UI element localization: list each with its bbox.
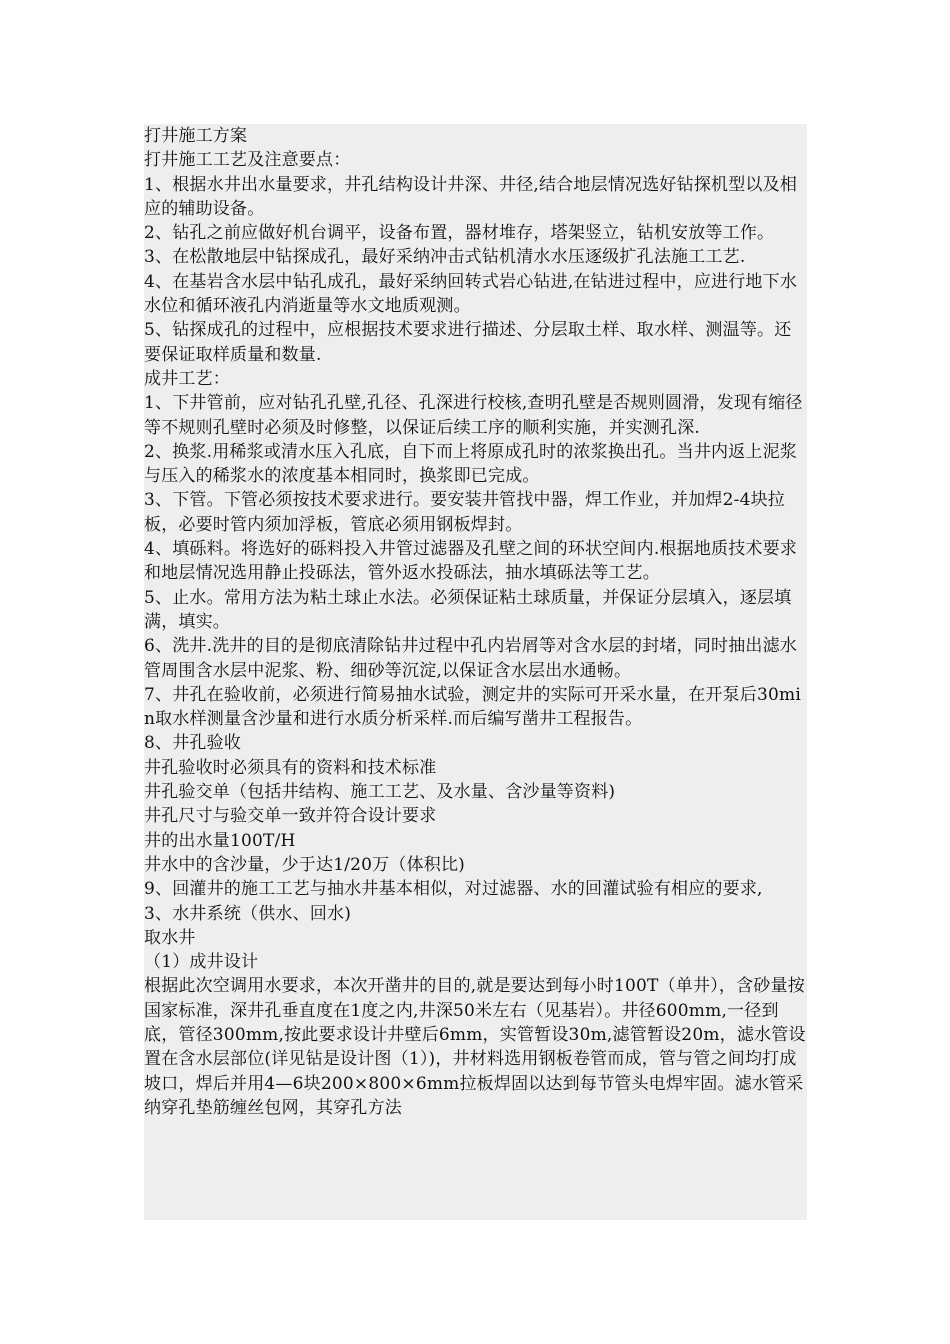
paragraph: 井孔尺寸与验交单一致并符合设计要求 [144,806,437,827]
paragraph: 9、回灌井的施工工艺与抽水井基本相似，对过滤器、水的回灌试验有相应的要求, [144,879,763,900]
paragraph: 井水中的含沙量，少于达1/20万（体积比) [144,854,466,875]
paragraph: 5、止水。常用方法为粘土球止水法。必须保证粘土球质量，并保证分层填入，逐层填满，填实。 [144,587,792,632]
paragraph: 井孔验交单（包括井结构、施工工艺、及水量、含沙量等资料) [144,782,616,803]
paragraph: 2、换浆.用稀浆或清水压入孔底，自下而上将原成孔时的浓浆换出孔。当井内返上泥浆与压入的稀浆水的浓度基本相同时，换浆即已完成。 [144,441,798,487]
paragraph: 6、洗井.洗井的目的是彻底清除钻井过程中孔内岩屑等对含水层的封堵，同时抽出滤水管周围含水层中泥浆、粉、细砂等沉淀,以保证含水层出水通畅。 [144,636,798,681]
section-heading: 打井施工工艺及注意要点： [144,150,351,171]
paragraph: 3、下管。下管必须按技术要求进行。要安装井管找中器，焊工作业，并加焊2-4块拉板，必要时管内须加浮板，管底必须用钢板焊封。 [144,490,785,535]
paragraph: 5、钻探成孔的过程中，应根据技术要求进行描述、分层取土样、取水样、测温等。还要保证取样质量和数量. [144,320,792,365]
paragraph: 1、下井管前，应对钻孔孔壁,孔径、孔深进行校核,查明孔壁是否规则圆滑，发现有缩径等不规则孔壁时必须及时修整，以保证后续工序的顺利实施，并实测孔深. [144,393,803,438]
paragraph: 1、根据水井出水量要求，井孔结构设计井深、井径,结合地层情况选好钻探机型以及相应的辅助设备。 [144,174,798,219]
paragraph: 3、在松散地层中钻探成孔，最好采纳冲击式钻机清水水压逐级扩孔法施工工艺. [144,247,746,268]
paragraph: 4、在基岩含水层中钻孔成孔，最好采纳回转式岩心钻进,在钻进过程中，应进行地下水水位和循环液孔内消逝量等水文地质观测。 [144,271,798,317]
section-heading: 成井工艺： [144,368,230,389]
paragraph: 井孔验收时必须具有的资料和技术标准 [144,757,437,778]
paragraph: 取水井 [144,927,196,948]
paragraph: 井的出水量100T/H [144,830,296,851]
paragraph: 7、井孔在验收前，必须进行简易抽水试验，测定井的实际可开采水量，在开泵后30min取水样测量含沙量和进行水质分析采样.而后编写凿井工程报告。 [144,684,802,730]
document-text [144,124,807,1120]
paragraph: 3、水井系统（供水、回水) [144,903,352,924]
paragraph: 4、填砾料。将选好的砾料投入井管过滤器及孔壁之间的环状空间内.根据地质技术要求和地层情况选用静止投砾法，管外返水投砾法，抽水填砾法等工艺。 [144,539,798,584]
doc-title: 打井施工方案 [144,126,248,146]
paragraph: 根据此次空调用水要求，本次开凿井的目的,就是要达到每小时100T（单井），含砂量按国家标准，深井孔垂直度在1度之内,井深50米左右（见基岩）。井径600mm,一径到底，管径300mm,按此要求设计井壁后6mm，实管暂设30m,滤管暂设20m，滤水管设置在含水层部位(详见钻是设计图（1）)，井材料选用钢板卷管而成，管与管之间均打成坡口，焊后并用4—6块200×800×6mm拉板焊固以达到每节管头电焊牢固。滤水管采纳穿孔垫筋缠丝包网，其穿孔方法 [144,976,806,1118]
paragraph: 2、钻孔之前应做好机台调平，设备布置，器材堆存，塔架竖立，钻机安放等工作。 [144,223,775,244]
paragraph: （1）成井设计 [144,952,259,973]
document-text-block [144,124,807,1220]
paragraph: 8、井孔验收 [144,733,242,754]
